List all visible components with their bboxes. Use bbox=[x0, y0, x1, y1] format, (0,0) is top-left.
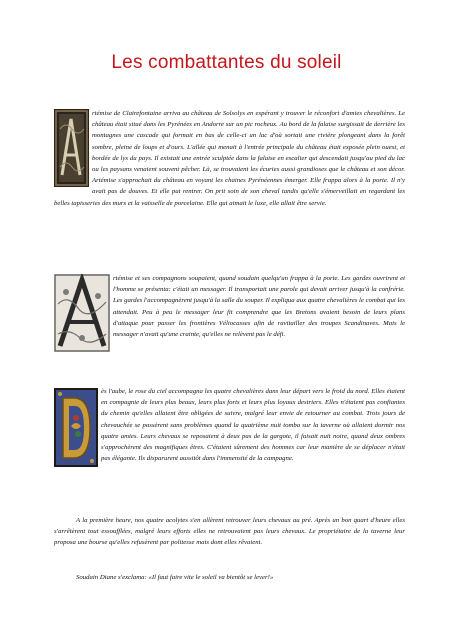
paragraph-4 bbox=[54, 515, 405, 549]
illuminated-initial-icon bbox=[54, 388, 98, 467]
paragraph-5 bbox=[54, 572, 405, 583]
paragraph-1 bbox=[54, 108, 405, 209]
paragraph-3 bbox=[54, 386, 405, 467]
page-title: Les combattantes du soleil bbox=[111, 52, 342, 73]
paragraph-text: Soudain Diane s'exclama: «Il faut faire vite le soleil va bientôt se lever!» bbox=[76, 574, 274, 581]
paragraph-text: ès l'aube, le rose du ciel accompagna les quatre chevalières dans leur départ vers le froid du nord. Elles étaient en compagnie de leurs plus beaux, leurs plus forts et leurs plus loyaux destriers. Elles n'étaient pas confiantes du chemin qu'elles allaient être obligées de suivre, malgré leur envie de retourner au combat. Trois jours de chevauchée se passèrent sans problèmes quand la quatrième nuit tomba sur la taverne où allaient dormir nos quatre amies. Leurs chevaux se reposaient à deux pas de la gargote, il faisait nuit noire, quand deux ombres s'approchèrent des magnifiques êtres. C'étaient sûrement des hommes car leur manière de se déplacer n'était pas élégante. Ils disparurent aussitôt dans l'immensité de la campagne. bbox=[101, 388, 405, 463]
paragraph-text: rtémise de Clairefontaine arriva au château de Solsolys en espérant y trouver le réconfort d'amies chevalières. Le château était situé dans les Pyrénées en Andorre sur un pic rocheux. Au bord de la falaise surgissait de derrière les montagnes une cascade qui formait en bas de celle-ci un lac d'où sortait une rivière plongeant dans la forêt sombre, pleine de loups et d'ours. L'allée qui menait à l'entrée principale du château était exposée plein ouest, et bordée de lys du pays. Il existait une entrée sculptée dans la falaise en escalier qui descendait jusqu'au pied du lac ou les paysans venaient souvent pêcher. Là, se trouvaient les écuries aussi grandioses que le château et son décor. Artémise s'approchait du château en voyant les chaines Pyrénéennes émerger. Elle frappa alors à la porte. Il n'y avait pas de douves. Et elle put rentrer. On prit soin de son cheval tandis qu'elle s'émerveillait en regardant les belles tapisseries des murs et la vaisselle de porcelaine. Elle qui aimait le luxe, elle allait être servie. bbox=[54, 110, 405, 207]
paragraph-text: rtémise et ses compagnons soupaient, quand soudain quelqu'un frappa à la porte. Les gardes ouvrirent et l'homme se présenta: c'était un messager. Il transportait une parole qui devait arriver jusqu'à la confrérie. Les gardes l'accompagnèrent jusqu'à la salle du souper. Il expliqua aux quatre chevalières le combat qui les attendait. Peu à peu le messager leur fit comprendre que les Bretons avaient besoin de leurs plans d'attaque pour passer les frontières Véliocasses afin de ravitailler des troupes Scandinaves. Mais le messager n'avait qu'une crainte, qu'elles ne relèvent pas le défi. bbox=[113, 275, 405, 339]
illuminated-initial-icon bbox=[54, 274, 110, 352]
illuminated-initial-icon bbox=[54, 109, 89, 187]
paragraph-2 bbox=[54, 273, 405, 352]
paragraph-text: A la première heure, nos quatre acolytes s'en allèrent retrouver leurs chevaux au pré. Après un bon quart d'heure elles s'arrêtèrent tout essoufflées, malgré leurs efforts elles ne retrouvaient pas leurs chevaux. Le propriétaire de la taverne leur proposa une bourse qu'elles refusèrent par politesse mais dont elles rêvaient. bbox=[54, 517, 405, 547]
